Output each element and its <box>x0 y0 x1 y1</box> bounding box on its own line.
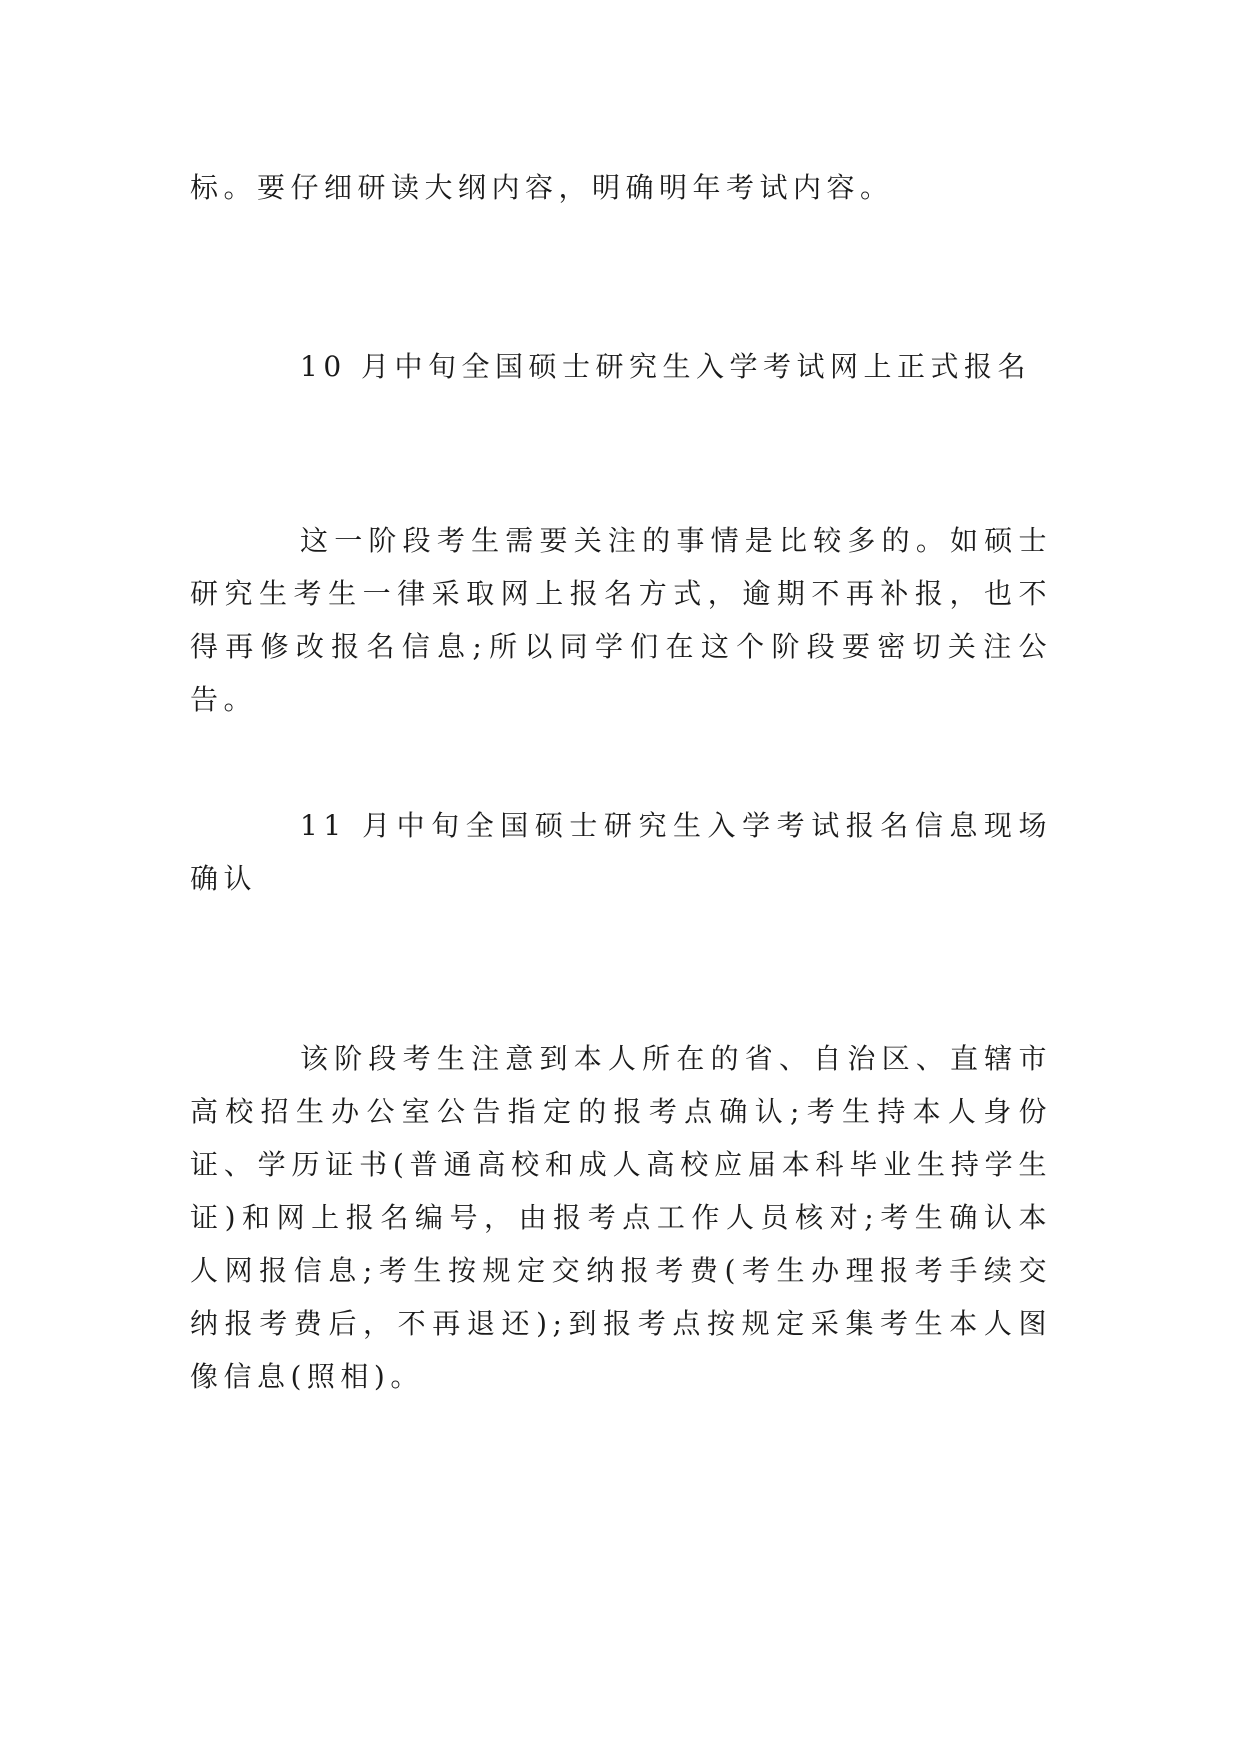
paragraph-registration-notes: 这一阶段考生需要关注的事情是比较多的。如硕士研究生考生一律采取网上报名方式，逾期不再补报，也不得再修改报名信息;所以同学们在这个阶段要密切关注公告。 <box>190 524 1052 716</box>
section-heading-november-confirmation: 11 月中旬全国硕士研究生入学考试报名信息现场确认 <box>190 809 1052 895</box>
section-heading-october-registration: 10 月中旬全国硕士研究生入学考试网上正式报名 <box>300 350 1032 383</box>
paragraph-confirmation-notes: 该阶段考生注意到本人所在的省、自治区、直辖市高校招生办公室公告指定的报考点确认;考生持本人身份证、学历证书(普通高校和成人高校应届本科毕业生持学生证)和网上报名编号，由报考点工作人员核对;考生确认本人网报信息;考生按规定交纳报考费(考生办理报考手续交纳报考费后，不再退还);到报考点按规定采集考生本人图像信息(照相)。 <box>190 1042 1052 1393</box>
paragraph-continuation: 标。要仔细研读大纲内容，明确明年考试内容。 <box>190 171 894 204</box>
